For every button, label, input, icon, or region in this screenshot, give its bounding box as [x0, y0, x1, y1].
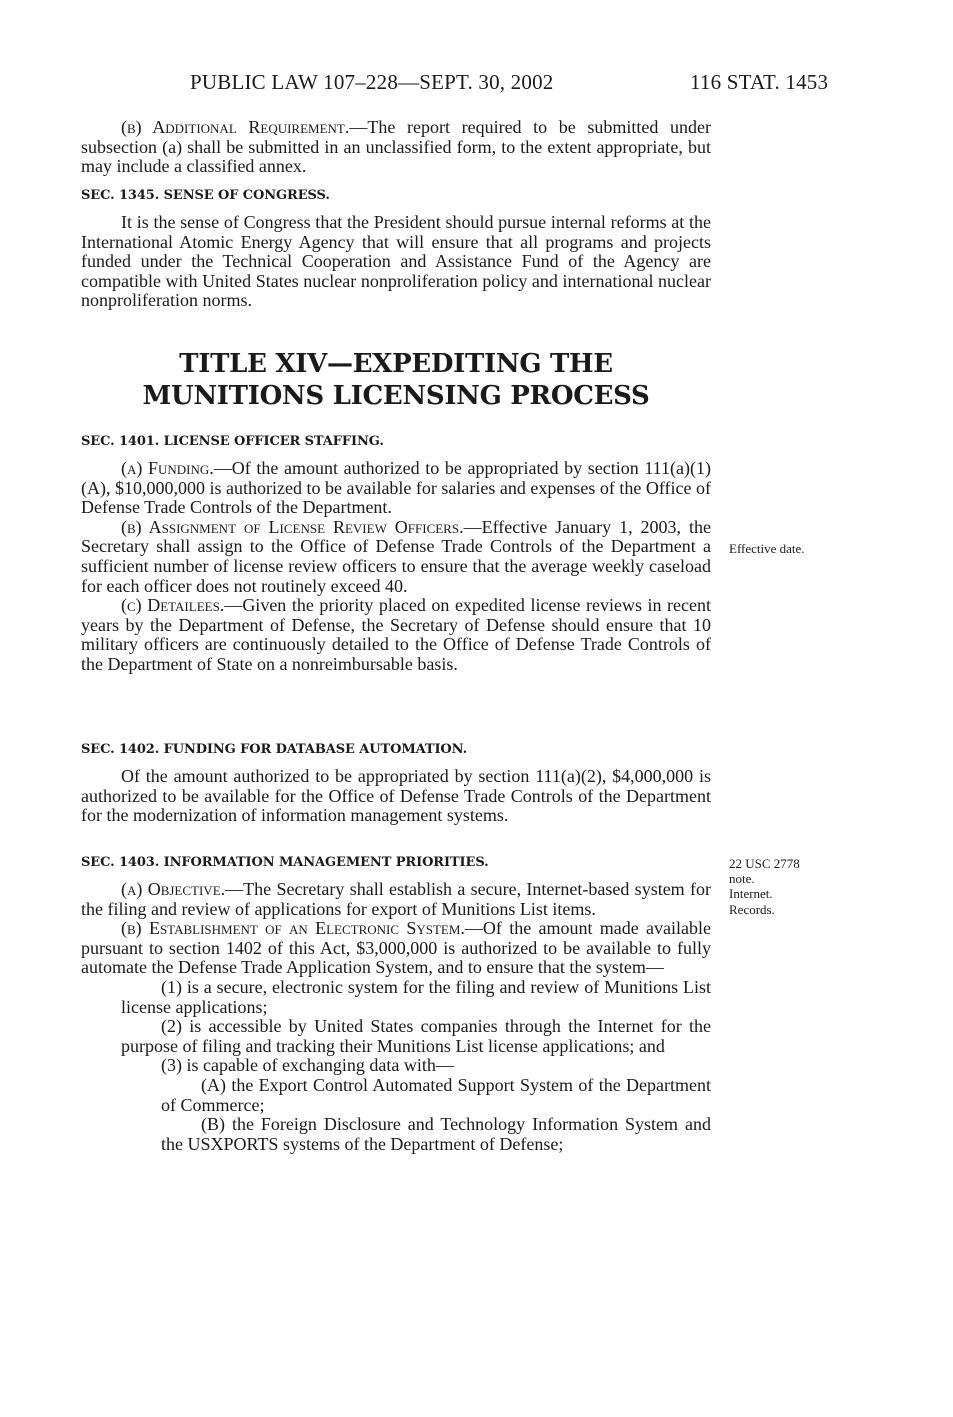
title-xiv-heading	[81, 348, 711, 412]
running-head-right: 116 STAT. 1453	[690, 70, 829, 94]
sec-1403-item-2: (2) is accessible by United States companies through the Internet for the purpose of filing and tracking their Munitions List license applications; and	[121, 1016, 711, 1056]
sec-1402-body	[81, 767, 711, 826]
margin-note-usc: 22 USC 2778	[729, 856, 800, 871]
sec-1403-b-label: (b) Establishment of an Electronic System.	[121, 918, 465, 939]
sec-1403-a	[81, 880, 711, 919]
sec-1401-heading-block	[81, 434, 711, 450]
sec-1345-heading: SEC. 1345. SENSE OF CONGRESS.	[81, 188, 330, 203]
sec-1403-item-3: (3) is capable of exchanging data with—	[161, 1055, 454, 1076]
margin-note-effective-date: Effective date.	[729, 541, 805, 556]
sec-1402-text: Of the amount authorized to be appropriated by section 111(a)(2), $4,000,000 is authorized to be available for the Office of Defense Trade Controls of the Department for the modernization of information management systems.	[81, 766, 711, 826]
sec-1345-block	[81, 188, 711, 204]
sec-1403-b-text: —Of the amount made available pursuant to section 1402 of this Act, $3,000,000 is authorized to be available to fully automate the Defense Trade Application System, and to ensure that the system—	[81, 918, 711, 978]
sec-1403-body	[81, 880, 711, 1154]
additional-requirement-block	[81, 118, 711, 177]
title-line-1: TITLE XIV—EXPEDITING THE	[179, 349, 613, 379]
sec-1401-b-label: (b) Assignment of License Review Officers.	[121, 516, 464, 537]
sec-1403-heading: SEC. 1403. INFORMATION MANAGEMENT PRIORITIES.	[81, 855, 489, 870]
sec-1403-item-B: (B) the Foreign Disclosure and Technology Information System and the USXPORTS systems of the Department of Defense;	[161, 1114, 711, 1154]
sec-1403-a-text: —The Secretary shall establish a secure, Internet-based system for the filing and review of applications for export of Munitions List items.	[81, 879, 711, 919]
sec-1345-text: It is the sense of Congress that the President should pursue internal reforms at the International Atomic Energy Agency that will ensure that all programs and projects funded under the Technical Cooperation and Assistance Fund of the Agency are compatible with United States nuclear nonproliferation policy and international nuclear nonproliferation norms.	[81, 212, 711, 311]
sec-1402-heading-block	[81, 742, 711, 758]
sec-1401-a	[81, 459, 711, 518]
sec-1401-c-text: —Given the priority placed on expedited license reviews in recent years by the Department of Defense, the Secretary of Defense should ensure that 10 military officers are continuously detailed to the Office of Defense Trade Controls of the Department of State on a nonreimbursable basis.	[81, 595, 711, 674]
sec-1403-item-A: (A) the Export Control Automated Support System of the Department of Commerce;	[161, 1074, 711, 1115]
sec-1401-c	[81, 596, 711, 674]
sec-1403-heading-block	[81, 855, 711, 871]
sec-1403-a-label: (a) Objective.	[121, 879, 226, 899]
margin-note-internet: Internet.	[729, 886, 773, 901]
sec-1403-item-1: (1) is a secure, electronic system for the filing and review of Munitions List license applications;	[121, 976, 711, 1017]
sec-1401-heading: SEC. 1401. LICENSE OFFICER STAFFING.	[81, 434, 384, 449]
margin-note-records: Records.	[729, 902, 775, 917]
sec-1401-a-label: (a) Funding.	[121, 458, 214, 478]
sec-1401-c-label: (c) Detailees.	[121, 595, 225, 616]
additional-requirement-label: (b) Additional Requirement.	[121, 117, 350, 137]
additional-requirement-paragraph	[81, 118, 711, 177]
sec-1345-body	[81, 213, 711, 311]
sec-1401-a-text: —Of the amount authorized to be appropriated by section 111(a)(1)(A), $10,000,000 is authorized to be available for salaries and expenses of the Office of Defense Trade Controls of the Department.	[81, 458, 711, 518]
sec-1401-b-text: —Effective January 1, 2003, the Secretary shall assign to the Office of Defense Trade Controls of the Department a sufficient number of license review officers to ensure that the average weekly caseload for each officer does not routinely exceed 40.	[81, 516, 711, 596]
sec-1401-body	[81, 459, 711, 675]
running-head-left: PUBLIC LAW 107–228—SEPT. 30, 2002	[190, 70, 554, 94]
additional-requirement-text: —The report required to be submitted under subsection (a) shall be submitted in an unclassified form, to the extent appropriate, but may include a classified annex.	[81, 117, 712, 177]
margin-note-note: note.	[729, 871, 755, 886]
sec-1402-heading: SEC. 1402. FUNDING FOR DATABASE AUTOMATION.	[81, 742, 468, 757]
title-line-2: MUNITIONS LICENSING PROCESS	[142, 381, 650, 411]
sec-1403-b	[81, 919, 711, 978]
sec-1401-b	[81, 518, 711, 596]
